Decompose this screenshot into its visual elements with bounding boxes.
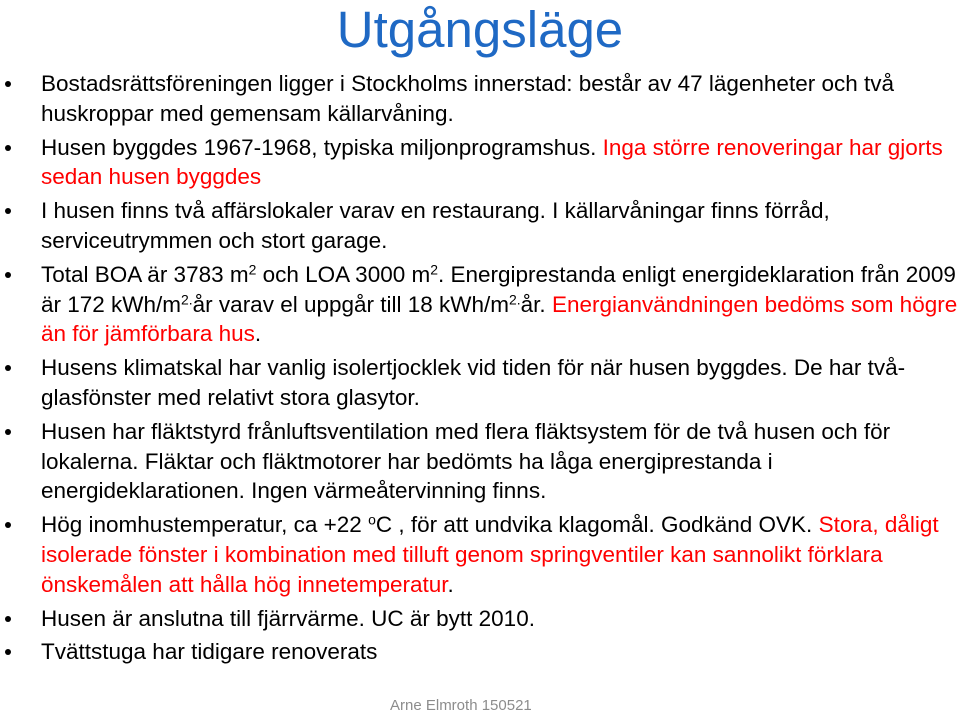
highlighted-text: Energianvändningen bedöms som högre än för jämförbara hus — [41, 291, 958, 347]
bullet-item — [0, 604, 960, 634]
highlighted-text: Inga större renoveringar har gjorts sedan husen byggdes — [41, 134, 943, 190]
bullet-dot-icon — [5, 522, 11, 528]
bullet-text: . — [447, 571, 454, 597]
bullet-dot-icon — [5, 272, 11, 278]
bullet-dot-icon — [5, 616, 11, 622]
bullet-dot-icon — [5, 365, 11, 371]
bullet-text: Husen är anslutna till fjärrvärme. UC är bytt 2010. — [41, 605, 535, 631]
bullet-text: I källarvåningar finns förråd, serviceutrymmen och stort garage. — [41, 198, 830, 253]
bullet-item — [0, 196, 960, 256]
bullet-text: Husens klimatskal har vanlig isolertjocklek vid tiden för när husen byggdes. De har två-glasfönster med relativt stora glasytor. — [41, 355, 906, 410]
bullet-text: C , för att undvika klagomål. Godkänd OVK. — [375, 512, 819, 538]
bullet-text: I husen finns två affärslokaler varav en restaurang. — [41, 198, 553, 224]
bullet-item — [0, 69, 960, 129]
bullet-list — [0, 69, 960, 671]
bullet-dot-icon — [5, 208, 11, 214]
bullet-text: Tvättstuga har tidigare renoverats — [41, 639, 378, 665]
superscript-text: 2 — [430, 261, 438, 278]
bullet-item — [0, 133, 960, 193]
bullet-item — [0, 510, 960, 599]
bullet-item — [0, 417, 960, 506]
superscript-text: 2. — [181, 290, 193, 307]
slide-footer: Arne Elmroth 150521 — [390, 697, 532, 714]
bullet-item — [0, 637, 960, 667]
superscript-text: 2. — [509, 290, 521, 307]
bullet-text: Husen byggdes 1967-1968, typiska miljonprogramshus. — [41, 134, 603, 160]
bullet-text: Total BOA är 3783 m — [41, 261, 249, 287]
superscript-text: o — [368, 511, 376, 528]
highlighted-text: Stora, dåligt isolerade fönster i kombination med tilluft genom springventiler kan sannolikt förklara önskemålen att hålla hög innetemperatur — [41, 512, 939, 597]
slide-title: Utgångsläge — [336, 1, 624, 58]
bullet-item — [0, 353, 960, 413]
bullet-text: Bostadsrättsföreningen ligger i Stockholms innerstad: består av 47 lägenheter och två huskroppar med gemensam källarvåning. — [41, 71, 894, 126]
bullet-dot-icon — [5, 429, 11, 435]
bullet-dot-icon — [5, 81, 11, 87]
bullet-dot-icon — [5, 145, 11, 151]
bullet-dot-icon — [5, 649, 11, 655]
bullet-text: . Energiprestanda enligt energideklaration från 2009 är 172 kWh/m — [41, 261, 956, 317]
bullet-text: år varav el uppgår till 18 kWh/m — [192, 291, 510, 317]
bullet-text: och LOA 3000 m — [256, 261, 431, 287]
bullet-text: Husen har fläktstyrd frånluftsventilation med flera fläktsystem för de två husen och för lokalerna. Fläktar och fläktmotorer har bedömts ha låga energiprestanda i energideklarationen. Ingen värmeåtervinning finns. — [41, 418, 891, 504]
superscript-text: 2 — [248, 261, 257, 278]
bullet-text: år. — [520, 291, 552, 317]
bullet-text: . — [254, 321, 262, 347]
bullet-item — [0, 260, 960, 349]
bullet-text: Hög inomhustemperatur, ca +22 — [41, 512, 369, 538]
